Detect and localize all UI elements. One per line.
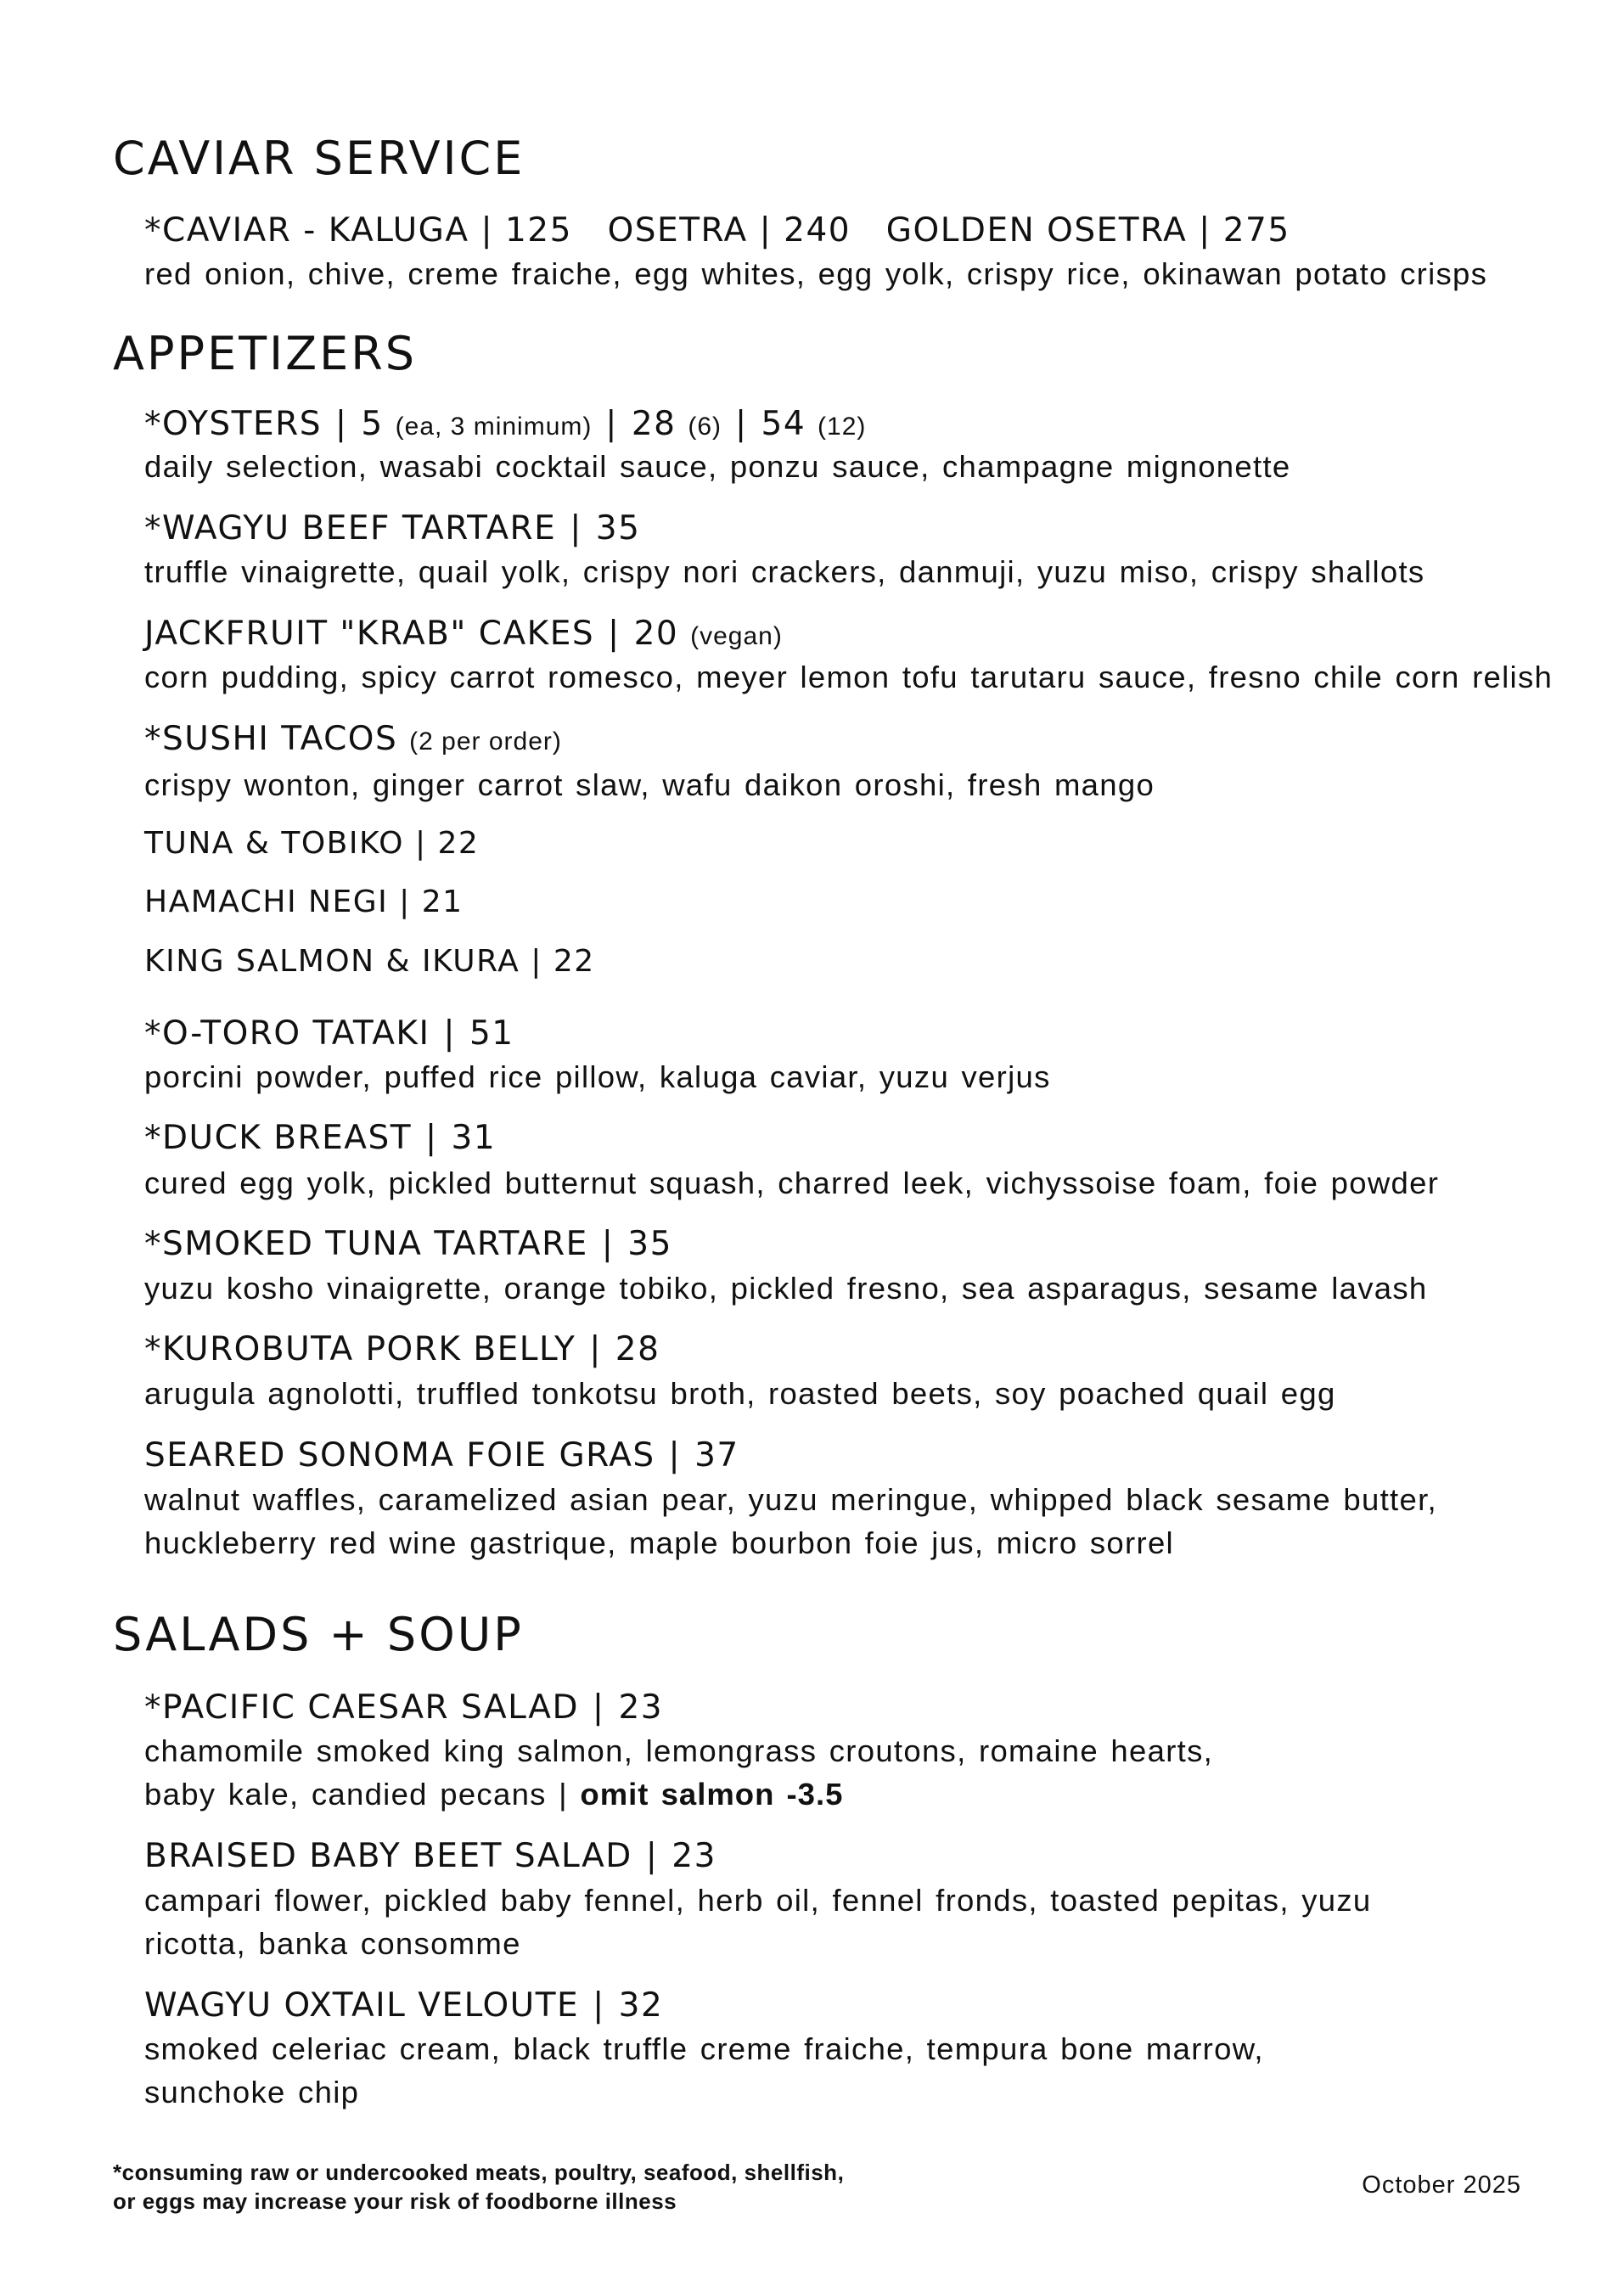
item-name: *WAGYU BEEF TARTARE <box>144 509 557 548</box>
menu-item-smoked-tuna-tartare-title <box>144 1227 672 1261</box>
item-price: 35 <box>627 1225 672 1263</box>
item-name: *SUSHI TACOS <box>144 720 398 758</box>
separator: | <box>593 1986 605 2025</box>
item-name: WAGYU OXTAIL VELOUTE <box>144 1986 580 2025</box>
menu-item-duck-breast-description: cured egg yolk, pickled butternut squash, charred leek, vichyssoise foam, foie powder <box>144 1166 1440 1200</box>
menu-item-oxtail-veloute-title <box>144 1986 664 2025</box>
menu-item-caesar-salad-description-line-2 <box>144 1779 843 1811</box>
separator: | <box>570 509 582 548</box>
menu-item-beet-salad-description-line-2: ricotta, banka consomme <box>144 1926 521 1961</box>
item-note: (ea, 3 minimum) <box>395 413 593 441</box>
item-price: 37 <box>694 1436 739 1475</box>
menu-item-oysters-description: daily selection, wasabi cocktail sauce, ponzu sauce, champagne mignonette <box>144 449 1291 484</box>
menu-item-oysters-title <box>144 407 866 441</box>
variety-price: 21 <box>421 885 464 919</box>
separator: | <box>645 1837 659 1875</box>
menu-item-wagyu-tartare-title <box>144 509 641 548</box>
menu-item-otoro-tataki-title <box>144 1014 514 1053</box>
separator: | <box>601 1225 615 1263</box>
caviar-item-description: red onion, chive, creme fraiche, egg whites, egg yolk, crispy rice, okinawan potato crisps <box>144 256 1488 291</box>
item-price: 23 <box>618 1688 664 1727</box>
section-heading-salads-soup: SALADS + SOUP <box>113 1608 524 1661</box>
item-name: *OYSTERS <box>144 405 322 443</box>
menu-item-wagyu-tartare-description: truffle vinaigrette, quail yolk, crispy nori crackers, danmuji, yuzu miso, crispy shallots <box>144 554 1425 589</box>
menu-item-oxtail-veloute-description-line-1: smoked celeriac cream, black truffle creme fraiche, tempura bone marrow, <box>144 2031 1264 2066</box>
item-price: 35 <box>595 509 641 548</box>
foodborne-illness-disclaimer-line-1: *consuming raw or undercooked meats, poultry, seafood, shellfish, <box>113 2160 845 2185</box>
menu-item-otoro-tataki-description: porcini powder, puffed rice pillow, kaluga caviar, yuzu verjus <box>144 1059 1051 1094</box>
separator: | <box>399 885 411 919</box>
variety-price: 22 <box>437 826 480 861</box>
separator: | <box>414 826 427 861</box>
separator: | <box>531 944 542 979</box>
separator: | <box>608 615 621 653</box>
menu-item-foie-gras-description-line-1: walnut waffles, caramelized asian pear, yuzu meringue, whipped black sesame butter, <box>144 1482 1437 1517</box>
item-name: *SMOKED TUNA TARTARE <box>144 1225 588 1263</box>
menu-item-sushi-tacos-title <box>144 722 562 756</box>
caviar-item-title: *CAVIAR - KALUGA | 125 OSETRA | 240 GOLDEN OSETRA | 275 <box>144 211 1290 250</box>
item-price: 32 <box>618 1986 664 2025</box>
item-name: *KUROBUTA PORK BELLY <box>144 1330 576 1368</box>
separator: | <box>592 1688 605 1727</box>
section-heading-appetizers: APPETIZERS <box>113 327 418 380</box>
menu-item-caesar-salad-description-line-1: chamomile smoked king salmon, lemongrass croutons, romaine hearts, <box>144 1733 1214 1768</box>
variety-price: 22 <box>553 944 595 979</box>
separator: | <box>334 405 348 443</box>
separator: | <box>605 405 618 443</box>
item-price: 23 <box>672 1837 716 1875</box>
menu-item-beet-salad-title <box>144 1837 716 1875</box>
separator: | <box>589 1330 602 1368</box>
item-note: (2 per order) <box>409 727 562 756</box>
item-name: *O-TORO TATAKI <box>144 1014 430 1053</box>
foodborne-illness-disclaimer-line-2: or eggs may increase your risk of foodborne illness <box>113 2188 677 2214</box>
item-name: SEARED SONOMA FOIE GRAS <box>144 1436 655 1475</box>
item-price: 20 <box>633 615 679 653</box>
item-note: (12) <box>818 413 867 441</box>
menu-item-jackfruit-cakes-description: corn pudding, spicy carrot romesco, meyer lemon tofu tarutaru sauce, fresno chile corn relish <box>144 660 1554 694</box>
menu-item-jackfruit-cakes-title <box>144 615 783 653</box>
sushi-taco-variety <box>144 826 480 861</box>
menu-item-sushi-tacos-description: crispy wonton, ginger carrot slaw, wafu daikon oroshi, fresh mango <box>144 767 1155 802</box>
variety-name: HAMACHI NEGI <box>144 885 389 919</box>
description-text: baby kale, candied pecans | <box>144 1777 568 1812</box>
item-name: *PACIFIC CAESAR SALAD <box>144 1688 580 1727</box>
item-name: BRAISED BABY BEET SALAD <box>144 1837 632 1875</box>
separator: | <box>668 1436 682 1475</box>
separator: | <box>443 1014 457 1053</box>
item-note: (vegan) <box>690 622 783 650</box>
item-price: 31 <box>451 1119 497 1157</box>
item-price: 54 <box>761 405 806 443</box>
menu-item-beet-salad-description-line-1: campari flower, pickled baby fennel, herb oil, fennel fronds, toasted pepitas, yuzu <box>144 1883 1372 1918</box>
item-name: JACKFRUIT "KRAB" CAKES <box>144 615 595 653</box>
modifier-text: omit salmon -3.5 <box>580 1777 844 1812</box>
item-name: *DUCK BREAST <box>144 1119 413 1157</box>
item-price: 28 <box>615 1330 660 1368</box>
variety-name: KING SALMON & IKURA <box>144 944 520 979</box>
sushi-taco-variety <box>144 944 595 979</box>
menu-item-caesar-salad-title <box>144 1688 664 1727</box>
section-heading-caviar-service: CAVIAR SERVICE <box>113 132 525 185</box>
menu-item-foie-gras-title <box>144 1436 739 1475</box>
menu-item-pork-belly-title <box>144 1330 660 1368</box>
item-price: 28 <box>631 405 677 443</box>
separator: | <box>734 405 748 443</box>
menu-item-pork-belly-description: arugula agnolotti, truffled tonkotsu broth, roasted beets, soy poached quail egg <box>144 1376 1336 1411</box>
variety-name: TUNA & TOBIKO <box>144 826 404 861</box>
menu-item-duck-breast-title <box>144 1119 497 1157</box>
menu-date: October 2025 <box>1362 2171 1521 2199</box>
item-note: (6) <box>688 413 722 441</box>
item-price: 5 <box>361 405 384 443</box>
sushi-taco-variety <box>144 887 464 918</box>
separator: | <box>424 1119 438 1157</box>
menu-item-foie-gras-description-line-2: huckleberry red wine gastrique, maple bourbon foie jus, micro sorrel <box>144 1525 1174 1560</box>
item-price: 51 <box>469 1014 514 1053</box>
menu-item-oxtail-veloute-description-line-2: sunchoke chip <box>144 2075 360 2109</box>
menu-item-smoked-tuna-tartare-description: yuzu kosho vinaigrette, orange tobiko, pickled fresno, sea asparagus, sesame lavash <box>144 1271 1428 1306</box>
